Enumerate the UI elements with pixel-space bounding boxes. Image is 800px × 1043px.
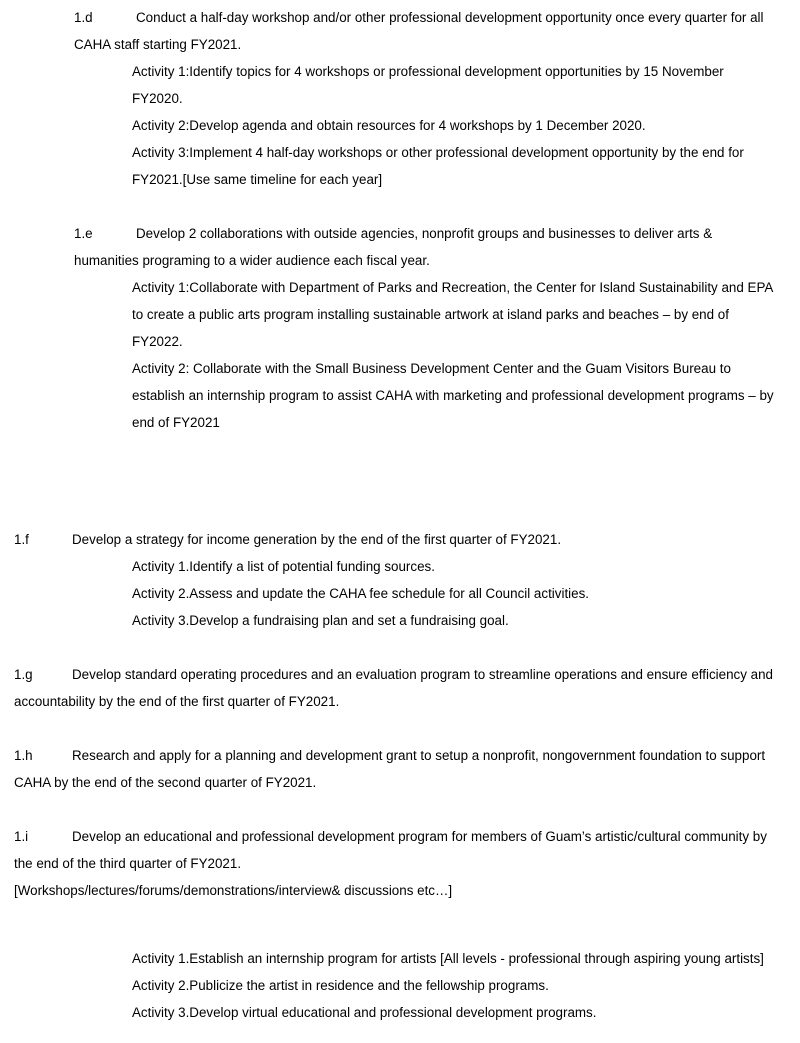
item-text-1g: Develop standard operating procedures and an evaluation program to streamline operations and ensure efficiency and accountability by the end of the first quarter of FY2021. [14,667,773,709]
spacer [14,512,778,526]
activity-1e-1 [132,274,778,355]
activity-label: Activity 1: [132,280,190,295]
activity-text: Establish an internship program for artists [All levels - professional through aspiring young artists] [189,951,764,966]
spacer [14,931,778,945]
activity-1i-1 [132,945,778,972]
item-label-1g: 1.g [14,667,33,682]
activity-1i-3 [132,999,778,1026]
activity-1f-2 [132,580,778,607]
activity-text: Develop a fundraising plan and set a fundraising goal. [189,613,509,628]
activity-label: Activity 1. [132,559,190,574]
item-text-1f: Develop a strategy for income generation by the end of the first quarter of FY2021. [72,532,562,547]
item-label-1h: 1.h [14,748,33,763]
item-text-1i: Develop an educational and professional development program for members of Guam’s artistic/cultural community by the end of the third quarter of FY2021. [14,829,767,871]
activity-label: Activity 3. [132,1005,190,1020]
spacer [14,904,778,931]
item-text-1e: Develop 2 collaborations with outside agencies, nonprofit groups and businesses to deliver arts & humanities programing to a wider audience each fiscal year. [74,226,713,268]
spacer [14,193,778,220]
activity-text: Publicize the artist in residence and the fellowship programs. [189,978,549,993]
activity-label: Activity 2: [132,118,190,133]
activity-text: Assess and update the CAHA fee schedule for all Council activities. [189,586,590,601]
list-item-1h [14,742,778,796]
list-item-1d [74,4,778,58]
activity-label: Activity 2. [132,978,190,993]
list-item-1e [74,220,778,274]
item-note-1i: [Workshops/lectures/forums/demonstrations/interview& discussions etc…] [14,883,453,898]
activity-text: Implement 4 half-day workshops or other professional development opportunity by the end for FY2021.[Use same timeline for each year] [132,145,744,187]
list-item-1g [14,661,778,715]
activity-label: Activity 1. [132,951,190,966]
activity-text: Collaborate with the Small Business Development Center and the Guam Visitors Bureau to establish an internship program to assist CAHA with marketing and professional development programs – by end of FY2021 [132,361,774,430]
activity-1d-3 [132,139,778,193]
list-item-1f [14,526,778,553]
activity-text: Identify a list of potential funding sources. [189,559,435,574]
list-item-1i [14,823,778,877]
list-item-1i-note [14,877,778,904]
item-label-1e: 1.e [74,226,93,241]
activity-1f-3 [132,607,778,634]
activity-1i-2 [132,972,778,999]
activity-label: Activity 1: [132,64,190,79]
activity-1d-1 [132,58,778,112]
activity-text: Develop agenda and obtain resources for 4 workshops by 1 December 2020. [189,118,646,133]
item-label-1i: 1.i [14,829,29,844]
spacer [14,634,778,661]
spacer [14,715,778,742]
activity-label: Activity 2: [132,361,190,376]
spacer [14,436,778,512]
item-label-1f: 1.f [14,532,29,547]
activity-1d-2 [132,112,778,139]
item-text-1h: Research and apply for a planning and development grant to setup a nonprofit, nongovernment foundation to support CAHA by the end of the second quarter of FY2021. [14,748,766,790]
activity-text: Develop virtual educational and professional development programs. [189,1005,597,1020]
activity-label: Activity 2. [132,586,190,601]
activity-text: Collaborate with Department of Parks and Recreation, the Center for Island Sustainability and EPA to create a public arts program installing sustainable artwork at island parks and beaches – by end of FY2022. [132,280,773,349]
activity-label: Activity 3: [132,145,190,160]
item-text-1d: Conduct a half-day workshop and/or other professional development opportunity once every quarter for all CAHA staff starting FY2021. [74,10,764,52]
activity-label: Activity 3. [132,613,190,628]
activity-1e-2 [132,355,778,436]
activity-1f-1 [132,553,778,580]
activity-text: Identify topics for 4 workshops or professional development opportunities by 15 November FY2020. [132,64,724,106]
spacer [14,796,778,823]
item-label-1d: 1.d [74,10,93,25]
